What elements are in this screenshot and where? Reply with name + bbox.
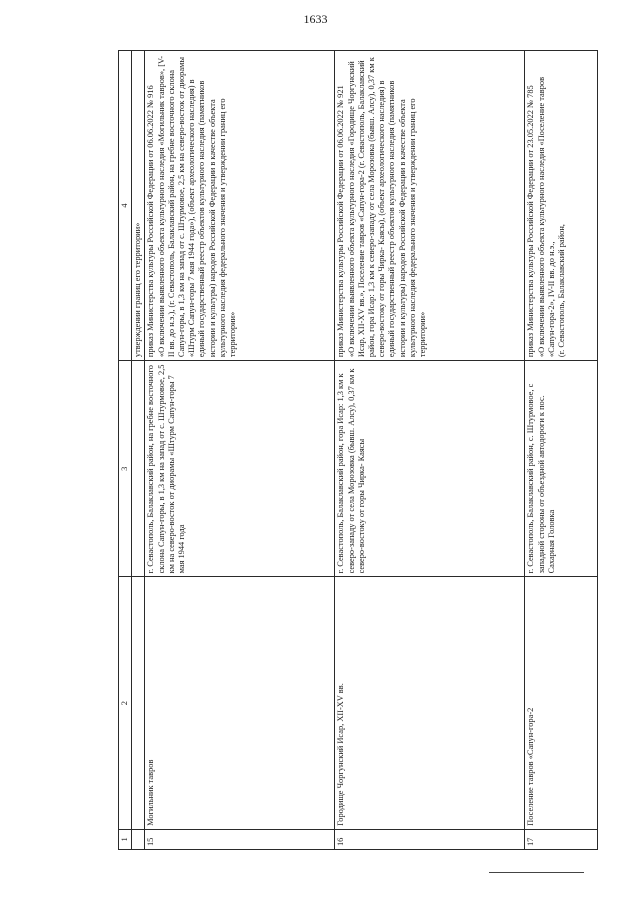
register-table xyxy=(118,50,598,850)
continuation-text: утверждении границ его территории» xyxy=(132,51,145,361)
object-name: Поселение тавров «Сапун-гора-2 xyxy=(525,577,598,829)
object-location: г. Севастополь, Балаклавский район, гора Исар: 1,3 км к северо-западу от села Морозовка (бывш. Алсу), 0,37 км к северо-востоку от горы Чирка- Каясы xyxy=(335,361,525,577)
object-location: г. Севастополь, Балаклавский район, на гребне восточного склона Сапун-горы, в 1,3 км на запад от с. Штурмовое, 2,5 км на северо-восток от диорамы «Штурм Сапун-горы 7 мая 1944 года xyxy=(145,361,335,577)
table-row xyxy=(145,51,335,850)
object-location: г. Севастополь, Балаклавский район, с. Штурмовое, с западной стороны от объездной автодороги к пос. Сахарная Головка xyxy=(525,361,598,577)
page-number: 1633 xyxy=(303,12,328,26)
table-row xyxy=(525,51,598,850)
protection-document: приказ Министерства культуры Российской Федерации от 06.06.2022 № 916 «О включении выявленного объекта культурного наследия «Могильник тавров», [V-II вв. до н.э.), (г. Севастополь, Балаклавский район, на гребне восточного склона Сапун-горы, в 1,3 км на запад от с. Штурмовое, 2,5 км на северо-восток от диорамы «Штурм Сапун-горы 7 мая 1944 года»), (объект археологического наследия) в единый государственный реестр объектов культурного наследия (памятников истории и культуры) народов Российской Федерации в качестве объекта культурного наследия федерального значения и утверждении границ его территории» xyxy=(145,51,335,361)
row-number: 15 xyxy=(145,829,335,849)
row-number: 16 xyxy=(335,829,525,849)
header-cell-2: 2 xyxy=(119,577,132,829)
header-cell-1: 1 xyxy=(119,829,132,849)
object-name: Городище Чоргунский Исар, XII-XV вв. xyxy=(335,577,525,829)
header-cell-4: 4 xyxy=(119,51,132,361)
header-row xyxy=(119,51,132,850)
header-cell-3: 3 xyxy=(119,361,132,577)
protection-document: приказ Министерства культуры Российской Федерации от 23.05.2022 № 785 «О включении выявленного объекта культурного наследия «Поселение тавров «Сапун-гора-2», IV-II вв. до н.э., (г. Севастополь, Балаклавский район, xyxy=(525,51,598,361)
register-table-rotated xyxy=(118,50,598,850)
table-row xyxy=(335,51,525,850)
continuation-row xyxy=(132,51,145,850)
empty-cell xyxy=(132,361,145,577)
object-name: Могильник тавров xyxy=(145,577,335,829)
empty-cell xyxy=(132,829,145,849)
empty-cell xyxy=(132,577,145,829)
row-number: 17 xyxy=(525,829,598,849)
bottom-rule xyxy=(489,872,584,873)
protection-document: приказ Министерства культуры Российской Федерации от 06.06.2022 № 921 «О включении выявленного объекта культурного наследия «Городище Чоргунский Исар, XII-XV вв.», Поселение тавров «Сапун-гора-2 (г. Севастополь, Балаклавский район, гора Исар: 1,3 км к северо-западу от села Морозовка (бывш. Алсу), 0,37 км к северо-востоку от горы Чирка- Каясы), (объект археологического наследия) в единый государственный реестр объектов культурного наследия (памятников истории и культуры) народов Российской Федерации в качестве объекта культурного наследия федерального значения и утверждении границ его территории» xyxy=(335,51,525,361)
